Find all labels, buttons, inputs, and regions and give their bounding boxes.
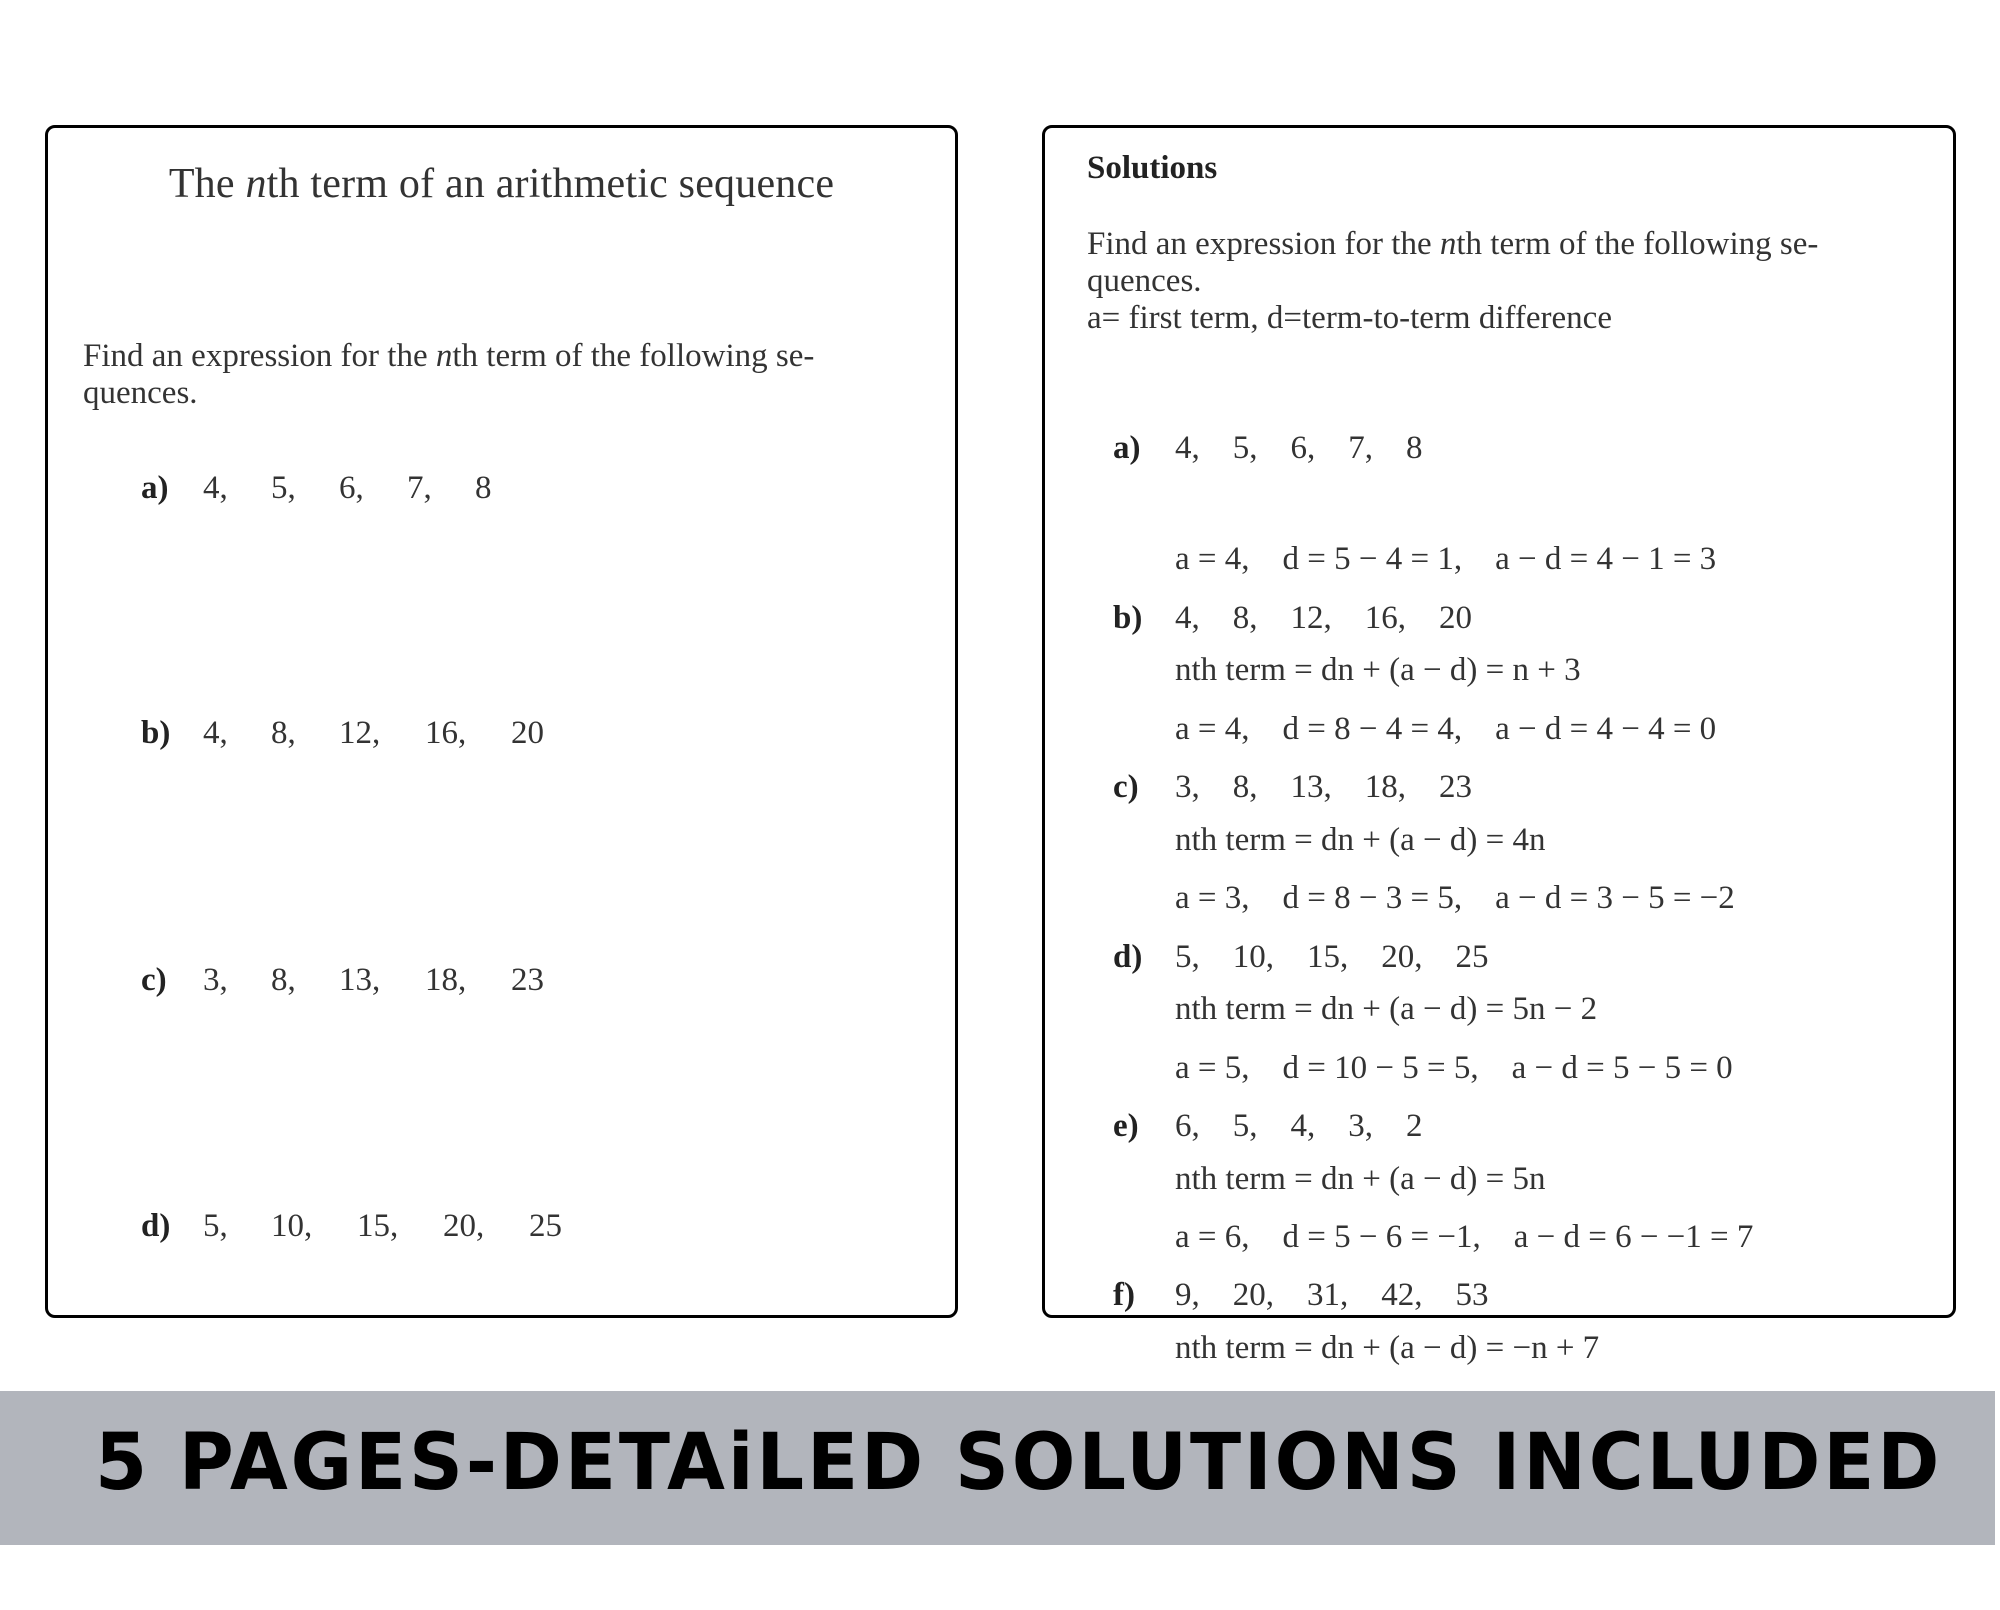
question-d bbox=[108, 1171, 562, 1282]
solution-values: a = 4, d = 5 − 4 = 1, a − d = 4 − 1 = 3 bbox=[1175, 541, 1717, 577]
term: 20 bbox=[511, 715, 544, 751]
solution-values: a = 5, d = 10 − 5 = 5, a − d = 5 − 5 = 0 bbox=[1175, 1050, 1733, 1086]
solution-nth-term: nth term = dn + (a − d) = n + 3 bbox=[1175, 652, 1581, 688]
solution-label: b) bbox=[1113, 600, 1143, 636]
term: 3, bbox=[203, 962, 228, 998]
sequence: 3, 8, 13, 18, 23 bbox=[1175, 769, 1472, 805]
term: 20, bbox=[443, 1208, 485, 1244]
solutions-prompt bbox=[1087, 226, 1945, 337]
term: 5, bbox=[203, 1208, 228, 1244]
question-label: d) bbox=[141, 1208, 171, 1244]
prompt-text: th term of the following se- bbox=[452, 338, 815, 374]
prompt-text: Find an expression for the bbox=[83, 338, 436, 374]
solution-label: a) bbox=[1113, 430, 1141, 466]
term: 13, bbox=[339, 962, 381, 998]
sequence: 9, 20, 31, 42, 53 bbox=[1175, 1277, 1489, 1313]
question-a bbox=[108, 433, 492, 544]
prompt-text: th term of the following se- bbox=[1456, 226, 1819, 262]
solutions-heading: Solutions bbox=[1087, 150, 1218, 186]
prompt-variable: n bbox=[435, 338, 453, 374]
term: 6, bbox=[339, 470, 364, 506]
sequence bbox=[203, 1208, 562, 1244]
sequence: 6, 5, 4, 3, 2 bbox=[1175, 1108, 1423, 1144]
term: 23 bbox=[511, 962, 544, 998]
banner-edge bbox=[1995, 1435, 2000, 1545]
term: 7, bbox=[407, 470, 432, 506]
sequence bbox=[203, 962, 544, 998]
solution-values: a = 6, d = 5 − 6 = −1, a − d = 6 − −1 = 7 bbox=[1175, 1219, 1754, 1255]
term: 25 bbox=[529, 1208, 562, 1244]
solution-nth-term: nth term = dn + (a − d) = 5n − 2 bbox=[1175, 991, 1598, 1027]
sequence bbox=[203, 470, 492, 506]
solution-nth-term: nth term = dn + (a − d) = 4n bbox=[1175, 822, 1546, 858]
term: 8 bbox=[475, 470, 492, 506]
solution-values: a = 3, d = 8 − 3 = 5, a − d = 3 − 5 = −2 bbox=[1175, 880, 1735, 916]
term: 4, bbox=[203, 470, 228, 506]
solution-nth-term: nth term = dn + (a − d) = 5n bbox=[1175, 1161, 1546, 1197]
sequence: 5, 10, 15, 20, 25 bbox=[1175, 939, 1489, 975]
title-prefix: The bbox=[168, 161, 246, 207]
solution-label: c) bbox=[1113, 769, 1139, 805]
question-label: a) bbox=[141, 470, 169, 506]
term: 16, bbox=[425, 715, 467, 751]
term: 15, bbox=[357, 1208, 399, 1244]
banner-text: 5 PAGES-DETAiLED SOLUTIONS INCLUDED bbox=[95, 1418, 1943, 1508]
question-c bbox=[108, 925, 544, 1036]
term: 5, bbox=[271, 470, 296, 506]
question-b bbox=[108, 678, 544, 789]
sequence bbox=[203, 715, 544, 751]
solution-label: e) bbox=[1113, 1108, 1139, 1144]
question-label: c) bbox=[141, 962, 167, 998]
term: 8, bbox=[271, 715, 296, 751]
solution-label: d) bbox=[1113, 939, 1143, 975]
prompt-variable: n bbox=[1439, 226, 1457, 262]
term: 8, bbox=[271, 962, 296, 998]
worksheet-prompt bbox=[83, 338, 945, 412]
solution-values: a = 4, d = 8 − 4 = 4, a − d = 4 − 4 = 0 bbox=[1175, 711, 1717, 747]
prompt-text: quences. bbox=[1087, 263, 1202, 299]
term: 18, bbox=[425, 962, 467, 998]
solutions-page-preview bbox=[1042, 125, 1956, 1366]
definitions-text: a= first term, d=term-to-term difference bbox=[1087, 300, 1612, 336]
prompt-text: quences. bbox=[83, 375, 198, 411]
term: 10, bbox=[271, 1208, 313, 1244]
solution-nth-term: nth term = dn + (a − d) = −n + 7 bbox=[1175, 1330, 1600, 1366]
worksheet-title bbox=[48, 160, 955, 208]
sequence: 4, 5, 6, 7, 8 bbox=[1175, 430, 1423, 466]
title-suffix: th term of an arithmetic sequence bbox=[266, 161, 835, 207]
solution-label: f) bbox=[1113, 1277, 1135, 1313]
term: 12, bbox=[339, 715, 381, 751]
sequence: 4, 8, 12, 16, 20 bbox=[1175, 600, 1472, 636]
term: 4, bbox=[203, 715, 228, 751]
worksheet-page-preview bbox=[45, 125, 958, 1318]
question-label: b) bbox=[141, 715, 171, 751]
prompt-text: Find an expression for the bbox=[1087, 226, 1440, 262]
title-variable: n bbox=[245, 161, 267, 207]
